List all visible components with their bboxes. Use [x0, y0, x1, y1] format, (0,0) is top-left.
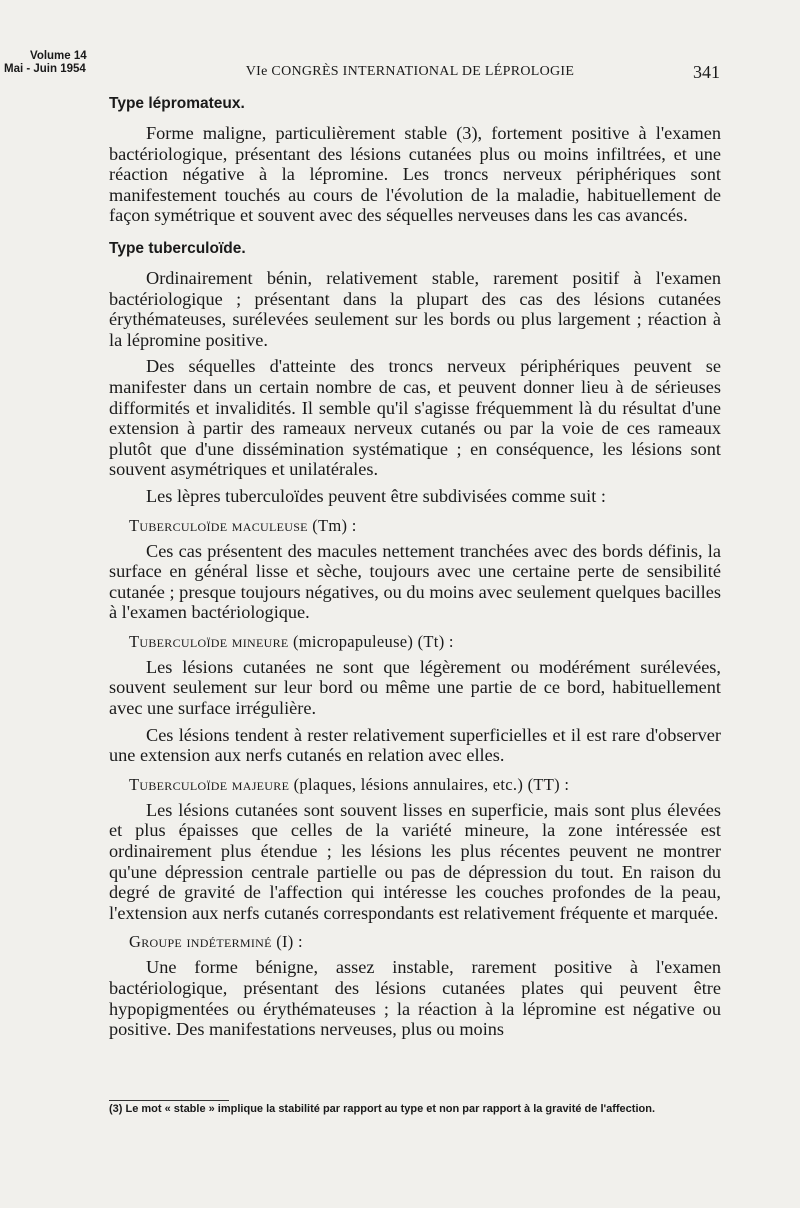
subheading-code: (plaques, lésions annulaires, etc.) (TT) : — [289, 774, 570, 794]
footnote: (3) Le mot « stable » implique la stabilité par rapport au type et non par rapport à la gravité de l'affection. — [109, 1103, 656, 1115]
running-title: VIe CONGRÈS INTERNATIONAL DE LÉPROLOGIE — [245, 64, 575, 79]
subheading-code: (micropapuleuse) (Tt) : — [288, 631, 454, 651]
paragraph: Les lésions cutanées sont souvent lisses en superficie, mais sont plus élevées et plus épaisses que celles de la variété mineure, la zone intéressée est ordinairement plus étendue ; les lésions les plus récentes peuvent ne montrer qu'une dépression centrale partielle ou pas de dépression du tout. En raison du degré de gravité de l'affection qui intéresse les couches profondes de la peau, l'extension aux nerfs cutanés correspondants est relativement fréquente et marquée. — [109, 799, 721, 923]
subheading-mineure — [109, 632, 721, 652]
issue-date: Mai - Juin 1954 — [4, 63, 86, 75]
subheading-title: Groupe indéterminé — [129, 932, 272, 952]
subheading-code: (Tm) : — [307, 515, 357, 535]
footnote-rule — [109, 1100, 229, 1101]
paragraph: Les lèpres tuberculoïdes peuvent être subdivisées comme suit : — [146, 485, 606, 506]
subheading-majeure — [109, 775, 721, 795]
section-heading-lepromateux: Type lépromateux. — [109, 95, 245, 112]
article-body — [109, 94, 721, 1040]
volume-number: Volume 14 — [30, 50, 87, 62]
paragraph: Les lésions cutanées ne sont que légèrement ou modérément surélevées, souvent seulement sur leur bord ou même une partie de ce bord, habituellement avec une surface irrégulière. — [109, 656, 721, 719]
paragraph: Des séquelles d'atteinte des troncs nerveux périphériques peuvent se manifester dans un certain nombre de cas, et peuvent donner lieu à de sérieuses difformités et invalidités. Il semble qu'il s'agisse fréquemment là du résultat d'une extension à partir des rameaux nerveux cutanés ou par la voie de ces rameaux plutôt que d'une dissémination systématique ; en conséquence, les lésions sont souvent asymétriques et unilatérales. — [109, 356, 721, 480]
subheading-indetermine — [109, 932, 721, 952]
subheading-maculeuse — [109, 516, 721, 536]
subheading-title: Tuberculoïde majeure — [129, 774, 290, 794]
paragraph: Ces lésions tendent à rester relativement superficielles et il est rare d'observer une extension aux nerfs cutanés en relation avec elles. — [109, 724, 721, 766]
page-number: 341 — [693, 62, 720, 82]
subheading-title: Tuberculoïde maculeuse — [129, 515, 308, 535]
paragraph: Forme maligne, particulièrement stable (3), fortement positive à l'examen bactériologique, présentant des lésions cutanées plus ou moins infiltrées, et une réaction négative à la lépromine. Les troncs nerveux périphériques sont manifestement touchés au cours de l'évolution de la maladie, habituellement de façon symétrique et souvent avec des séquelles nerveuses dans les cas avancés. — [109, 123, 721, 226]
subheading-title: Tuberculoïde mineure — [129, 631, 289, 651]
section-heading-tuberculoide: Type tuberculoïde. — [109, 239, 246, 257]
paragraph: Une forme bénigne, assez instable, rarement positive à l'examen bactériologique, présentant des lésions cutanées plates qui peuvent être hypopigmentées ou érythémateuses ; la réaction à la lépromine est négative ou positive. Des manifestations nerveuses, plus ou moins — [109, 957, 721, 1040]
paragraph: Ordinairement bénin, relativement stable, rarement positif à l'examen bactériologique ; présentant dans la plupart des cas des lésions cutanées érythémateuses, surélevées seulement sur les bords ou plus largement ; réaction à la lépromine positive. — [109, 267, 721, 350]
paragraph: Ces cas présentent des macules nettement tranchées avec des bords définis, la surface en général lisse et sèche, toujours avec une certaine perte de sensibilité cutanée ; presque toujours négatives, ou du moins avec seulement quelques bacilles à l'examen bactériologique. — [109, 540, 721, 623]
subheading-code: (I) : — [271, 932, 303, 952]
